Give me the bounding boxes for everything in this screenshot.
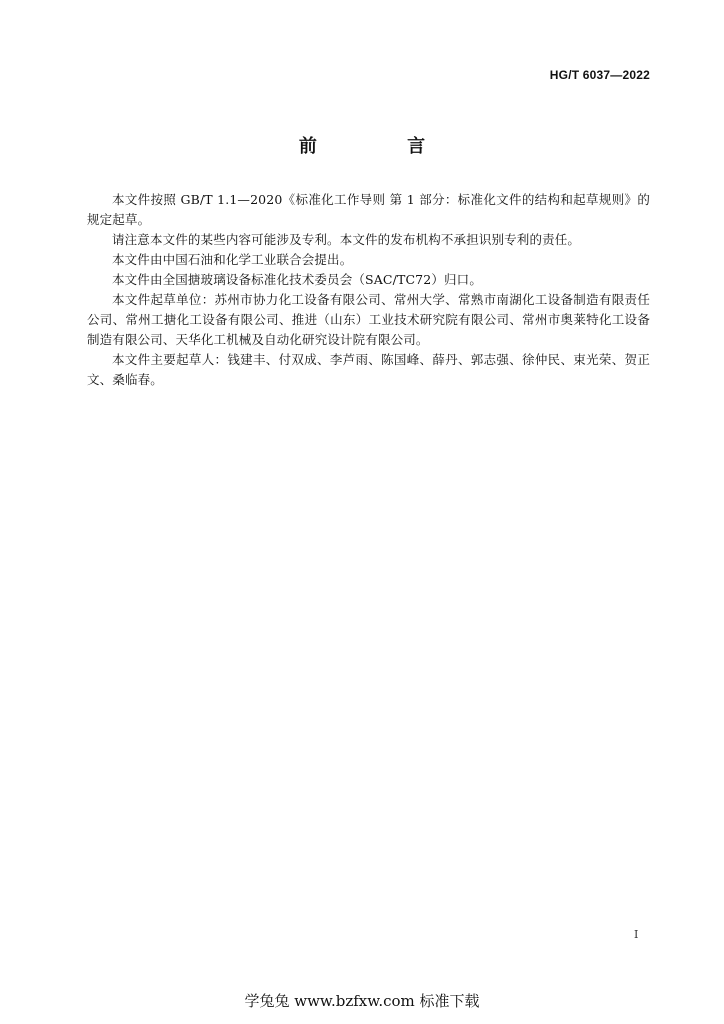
page-number: I xyxy=(634,928,639,941)
foreword-body xyxy=(87,190,650,390)
watermark-link[interactable]: 学兔兔 www.bzfxw.com 标准下载 xyxy=(244,992,480,1010)
paragraph-drafters: 本文件主要起草人：钱建丰、付双成、李芦雨、陈国峰、薛丹、郭志强、徐仲民、束光荣、贺正文、桑临春。 xyxy=(87,352,650,387)
paragraph-drafting-rules: 本文件按照 GB/T 1.1—2020《标准化工作导则 第 1 部分：标准化文件的结构和起草规则》的规定起草。 xyxy=(87,192,650,227)
paragraph-patent-notice: 请注意本文件的某些内容可能涉及专利。本文件的发布机构不承担识别专利的责任。 xyxy=(112,232,581,247)
paragraph-drafting-units: 本文件起草单位：苏州市协力化工设备有限公司、常州大学、常熟市南湖化工设备制造有限责任公司、常州工搪化工设备有限公司、推进（山东）工业技术研究院有限公司、常州市奥莱特化工设备制造有限公司、天华化工机械及自动化研究设计院有限公司。 xyxy=(87,292,650,347)
document-code: HG/T 6037—2022 xyxy=(549,68,650,82)
page-title: 前 言 xyxy=(298,136,468,157)
paragraph-committee: 本文件由全国搪玻璃设备标准化技术委员会（SAC/TC72）归口。 xyxy=(112,272,482,287)
paragraph-proposer: 本文件由中国石油和化学工业联合会提出。 xyxy=(112,252,353,267)
